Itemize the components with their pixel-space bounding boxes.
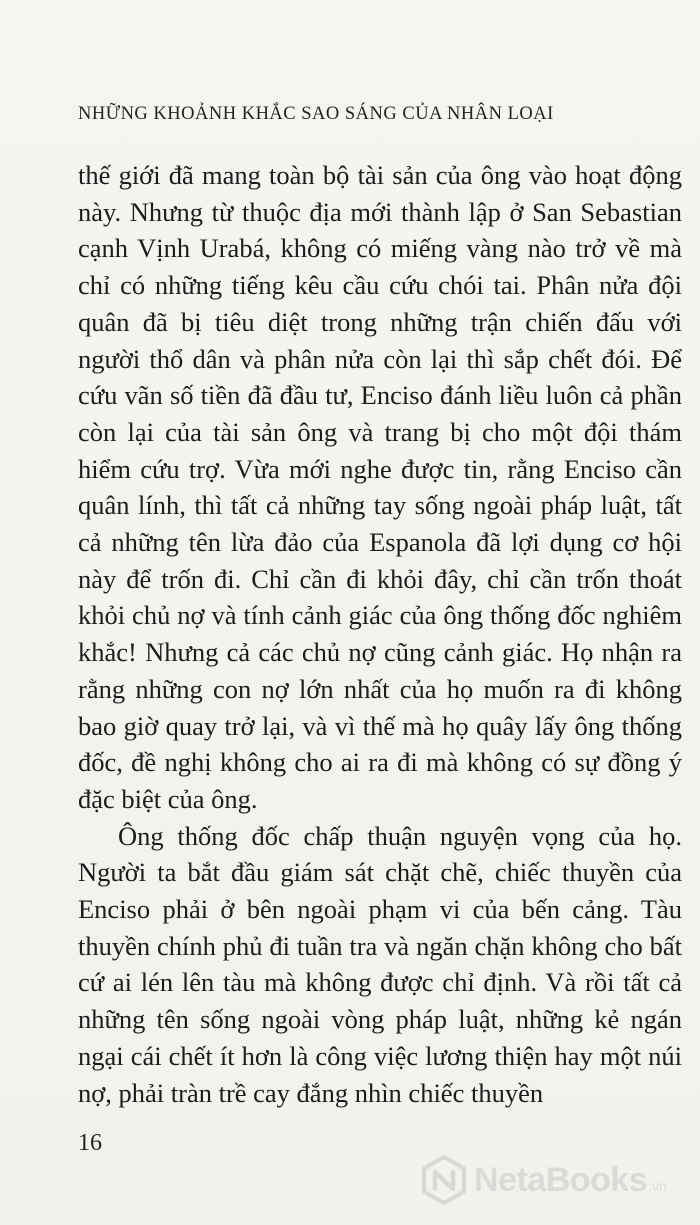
netabooks-logo-icon	[418, 1154, 470, 1206]
watermark-suffix: .vn	[648, 1178, 667, 1194]
paragraph-1: thế giới đã mang toàn bộ tài sản của ông vào hoạt động này. Nhưng từ thuộc địa mới thành lập ở San Sebastian cạnh Vịnh Urabá, không có miếng vàng nào trở về mà chỉ có những tiếng kêu cầu cứu chói tai. Phân nửa đội quân đã bị tiêu diệt trong những trận chiến đấu với người thổ dân và phân nửa còn lại thì sắp chết đói. Để cứu vãn số tiền đã đầu tư, Enciso đánh liều luôn cả phần còn lại của tài sản ông và trang bị cho một đội thám hiểm cứu trợ. Vừa mới nghe được tin, rằng Enciso cần quân lính, thì tất cả những tay sống ngoài pháp luật, tất cả những tên lừa đảo của Espanola đã lợi dụng cơ hội này để trốn đi. Chỉ cần đi khỏi đây, chỉ cần trốn thoát khỏi chủ nợ và tính cảnh giác của ông thống đốc nghiêm khắc! Nhưng cả các chủ nợ cũng cảnh giác. Họ nhận ra rằng những con nợ lớn nhất của họ muốn ra đi không bao giờ quay trở lại, và vì thế mà họ quây lấy ông thống đốc, đề nghị không cho ai ra đi mà không có sự đồng ý đặc biệt của ông.	[78, 160, 682, 814]
watermark	[418, 1150, 700, 1210]
paragraph-2: Ông thống đốc chấp thuận nguyện vọng của họ. Người ta bắt đầu giám sát chặt chẽ, chiếc thuyền của Enciso phải ở bên ngoài phạm vi của bến cảng. Tàu thuyền chính phủ đi tuần tra và ngăn chặn không cho bất cứ ai lén lên tàu mà không được chỉ định. Và rồi tất cả những tên sống ngoài vòng pháp luật, những kẻ ngán ngại cái chết ít hơn là công việc lương thiện hay một núi nợ, phải tràn trề cay đắng nhìn chiếc thuyền	[78, 820, 682, 1108]
page-number: 16	[78, 1130, 102, 1156]
watermark-brand: NetaBooks	[474, 1160, 648, 1199]
body-text	[78, 157, 682, 1111]
running-header: NHỮNG KHOẢNH KHẮC SAO SÁNG CỦA NHÂN LOẠI	[78, 104, 554, 124]
